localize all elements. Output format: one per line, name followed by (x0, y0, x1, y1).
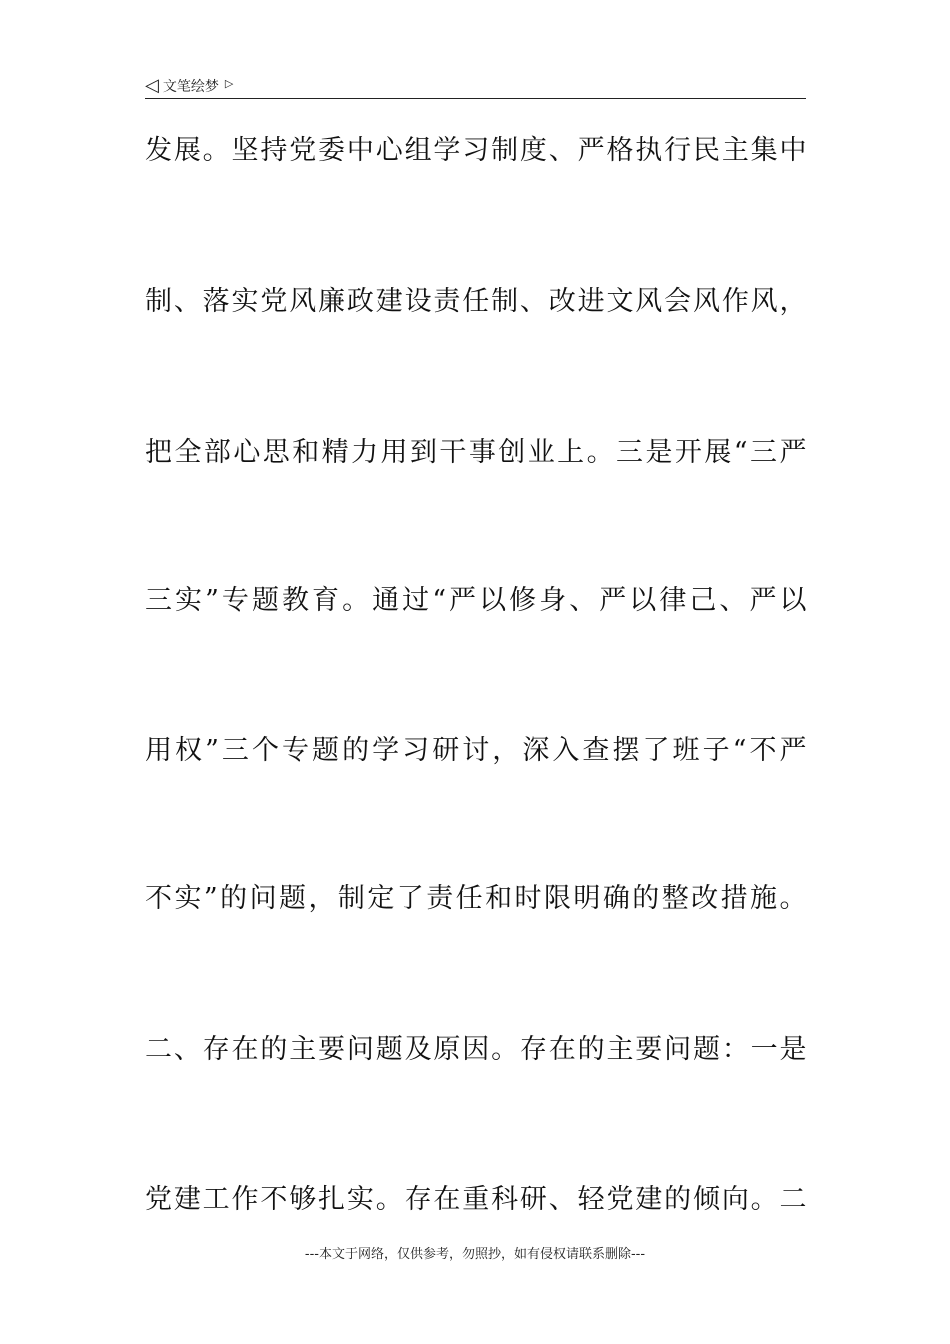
page-footer: ---本文于网络，仅供参考，勿照抄，如有侵权请联系删除--- (304, 1247, 646, 1262)
body-line-2: 制、落实党风廉政建设责任制、改进文风会风作风， (145, 286, 807, 317)
body-line-4: 三实”专题教育。通过“严以修身、严以律己、严以 (145, 585, 807, 616)
header-title: 文笔绘梦 (162, 79, 219, 95)
triangle-right-icon: ▷ (224, 76, 234, 90)
triangle-left-icon: ◁ (145, 75, 159, 96)
body-line-1: 发展。坚持党委中心组学习制度、严格执行民主集中 (145, 135, 807, 166)
body-line-7: 二、存在的主要问题及原因。存在的主要问题：一是 (145, 1034, 807, 1065)
body-line-3: 把全部心思和精力用到干事创业上。三是开展“三严 (145, 437, 807, 468)
body-line-5: 用权”三个专题的学习研讨，深入查摆了班子“不严 (145, 735, 807, 766)
body-line-6: 不实”的问题，制定了责任和时限明确的整改措施。 (145, 883, 807, 914)
body-line-8: 党建工作不够扎实。存在重科研、轻党建的倾向。二 (145, 1184, 807, 1215)
page-header (145, 74, 806, 99)
